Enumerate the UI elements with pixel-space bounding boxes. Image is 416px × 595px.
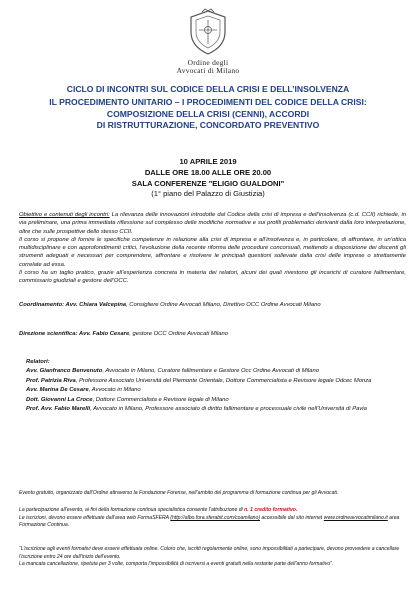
coordination-text: , Consigliere Ordine Avvocati Milano, Direttivo OCC Ordine Avvocati Milano bbox=[126, 302, 321, 308]
intro-paragraph-2: Il corso si propone di fornire le specifiche competenze in relazione alla crisi di impresa e all’insolvenza e, in particolare, di affrontare, in un’ottica multidisciplinare e con approfondimenti critici, l’evoluzione della recente riforma delle procedure concorsuali, mettendo a disposizione dei discenti gli strumenti adeguati e necessari per comprendere, affrontare e risolvere le principali questioni sollevate dalla crisi delle imprese o strettamente correlate ad essa. bbox=[19, 236, 406, 268]
credits-text: La partecipazione all’evento, ai fini della formazione continua specialistica consente l’attribuzione di bbox=[19, 507, 243, 513]
intro-paragraph-3: Il corso ha un taglio pratico, grazie all’esperienza concreta in materia dei relatori, alcuni dei quali rivestono gli incarichi di curatore fallimentare, commissario giudiziali e gestore dell’OCC. bbox=[19, 269, 406, 284]
intro-label: Obiettivo e contenuti degli incontri: bbox=[19, 212, 110, 218]
enroll-text: Le iscrizioni, devono essere effettuate dall’area web FormaSFERA bbox=[19, 514, 171, 521]
site-link[interactable]: www.ordineavvocatimilano.it bbox=[323, 514, 388, 521]
intro-section bbox=[19, 211, 406, 285]
event-room: SALA CONFERENZE "ELIGIO GUALDONI" bbox=[131, 178, 285, 188]
direction-label: Direzione scientifica: Avv. Fabio Cesare bbox=[19, 331, 130, 337]
speaker-name: Prof. Avv. Fabio Marelli bbox=[26, 406, 91, 412]
footer-notice bbox=[19, 546, 406, 569]
intro-paragraph-1 bbox=[19, 211, 406, 236]
formasfera-link[interactable]: (http://albo.fora.sferabit.com/coamilano) bbox=[170, 514, 261, 521]
speaker-role: , Dottore Commercialista e Revisore legale di Milano bbox=[92, 396, 229, 403]
credits-line bbox=[19, 507, 406, 515]
heading-line-3: COMPOSIZIONE DELLA CRISI (CENNI), ACCORDI bbox=[106, 108, 310, 119]
speaker-item bbox=[26, 386, 404, 394]
heading-line-4: DI RISTRUTTURAZIONE, CONCORDATO PREVENTIVO bbox=[96, 119, 320, 130]
enroll-line bbox=[19, 515, 406, 530]
speakers-title: Relatori: bbox=[26, 359, 50, 365]
speaker-name: Avv. Marina De Cesare bbox=[26, 387, 89, 394]
notice-text-2: La mancata cancellazione, ripetuta per 3 volte, comporta l’impossibilità di iscriversi a eventi gratuiti nella restante parte dell’anno formativo”. bbox=[19, 561, 334, 568]
speaker-role: , Avvocato in Milano, Professore associato di diritto fallimentare e processuale civile nell’Università di Pavia bbox=[90, 406, 367, 412]
enroll-text-3: area Formazione Continua. bbox=[19, 514, 400, 529]
notice-text-1: “L’iscrizione agli eventi formativi deve essere effettuata online. Coloro che, iscritti regolarmente online, sono impossibilitati a partecipare, devono provvedere a cancellare l’iscrizione entro 24 ore dall’inizio dell’evento. bbox=[19, 546, 400, 560]
speaker-item bbox=[26, 367, 404, 375]
speaker-name: Avv. Gianfranco Benvenuto bbox=[26, 368, 103, 375]
crest-icon bbox=[181, 8, 235, 58]
speaker-role: , Professore Associato Università del Piemonte Orientale, Dottore Commercialista e Revisore legale Odcec Monza bbox=[75, 377, 372, 384]
coordination-label: Coordinamento: Avv. Chiara Valcepina bbox=[19, 302, 127, 308]
logo-text-line2: Avvocati di Milano bbox=[176, 66, 240, 75]
direction-text: , gestore OCC Ordine Avvocati Milano bbox=[129, 331, 228, 337]
event-date: 10 APRILE 2019 bbox=[179, 157, 237, 166]
heading-line-2: IL PROCEDIMENTO UNITARIO – I PROCEDIMENTI DEL CODICE DELLA CRISI: bbox=[49, 97, 367, 108]
logo-text-line1: Ordine degli bbox=[187, 58, 229, 67]
event-place: (1° piano del Palazzo di Giustizia) bbox=[151, 188, 265, 198]
speaker-name: Prof. Patrizia Riva bbox=[26, 377, 76, 384]
footer-organized bbox=[19, 490, 406, 498]
direction-section bbox=[19, 330, 406, 338]
speaker-name: Dott. Giovanni La Croce bbox=[26, 396, 93, 403]
organized-text: Evento gratuito, organizzato dall’Ordine attraverso la Fondazione Forense, nell’ambito del programma di formazione continua per gli Avvocati. bbox=[19, 490, 339, 496]
speaker-role: , Avvocato in Milano, Curatore fallimentare e Gestore Occ Ordine Avvocati di Milano bbox=[102, 368, 319, 375]
coordination-section bbox=[19, 301, 406, 309]
intro-text-1: La rilevanza delle innovazioni introdotte dal Codice della crisi di impresa e dell’insolvenza (c.d. CCII) richiede, in via preliminare, una prima immediata riflessione sul complesso delle modifiche normative e sui profili problematici derivanti dalla loro interpretazione, oltre che sulle prospettive dello stesso CCII. bbox=[19, 212, 406, 235]
speakers-section bbox=[26, 358, 404, 414]
footer-credits bbox=[19, 507, 406, 530]
enroll-text-2: accessibile dal sito internet bbox=[260, 514, 324, 521]
event-details bbox=[8, 157, 408, 199]
heading-line-1: CICLO DI INCONTRI SUL CODICE DELLA CRISI E DELL’INSOLVENZA bbox=[66, 84, 350, 94]
event-time: DALLE ORE 18.00 ALLE ORE 20.00 bbox=[144, 168, 272, 178]
speaker-role: , Avvocato in Milano bbox=[88, 387, 141, 394]
speaker-item bbox=[26, 377, 404, 385]
event-heading bbox=[8, 84, 408, 131]
speaker-item bbox=[26, 405, 404, 413]
credits-value: n. 1 credito formativo. bbox=[244, 507, 298, 513]
order-logo bbox=[168, 8, 248, 75]
speaker-item bbox=[26, 396, 404, 404]
